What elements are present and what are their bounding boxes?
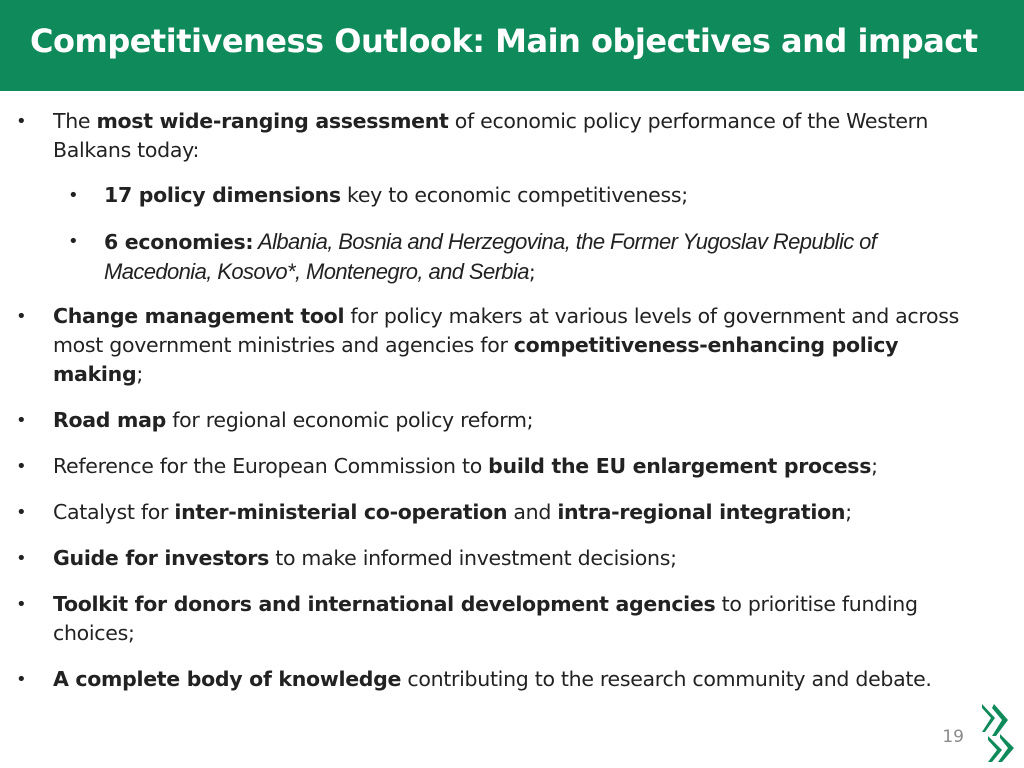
bullet-item: • Road map for regional economic policy reform; [53, 406, 973, 435]
bullet-item: • Change management tool for policy makers at various levels of government and across most government ministries and agencies for competitiveness-enhancing policy making; [16, 304, 960, 386]
bullet-marker: • [68, 231, 79, 252]
bullet-item: • Guide for investors to make informed investment decisions; [53, 544, 973, 573]
sub-bullet-item: • 6 economies: Albania, Bosnia and Herzegovina, the Former Yugoslav Republic of Macedonia, Kosovo*, Montenegro, and Serbia; [68, 229, 877, 284]
logo-chevron-upper-right [992, 704, 1008, 736]
bullet-marker: • [16, 410, 27, 431]
bullet-item: • The most wide-ranging assessment of economic policy performance of the Western Balkans today: [16, 109, 929, 162]
bullet-item: • A complete body of knowledge contributing to the research community and debate. [53, 665, 993, 694]
bullet-marker: • [68, 185, 79, 206]
page-number: 19 [942, 727, 964, 747]
bullet-marker: • [16, 111, 27, 132]
bullet-marker: • [16, 548, 27, 569]
logo-chevron-lower-left [988, 736, 1002, 762]
bullet-marker: • [16, 306, 27, 327]
sub-bullet-item: • 17 policy dimensions key to economic competitiveness; [104, 181, 974, 210]
bullet-marker: • [16, 669, 27, 690]
bullet-marker: • [16, 502, 27, 523]
slide-title: Competitiveness Outlook: Main objectives and impact [30, 22, 978, 60]
logo-chevron-lower-right [998, 734, 1014, 762]
bullet-marker: • [16, 456, 27, 477]
bullet-item: • Catalyst for inter-ministerial co-operation and intra-regional integration; [53, 498, 973, 527]
bullet-item: • Reference for the European Commission to build the EU enlargement process; [53, 452, 973, 481]
bullet-marker: • [16, 594, 27, 615]
oecd-chevron-logo-icon [980, 702, 1016, 764]
bullet-item: • Toolkit for donors and international development agencies to prioritise funding choices; [16, 592, 918, 645]
